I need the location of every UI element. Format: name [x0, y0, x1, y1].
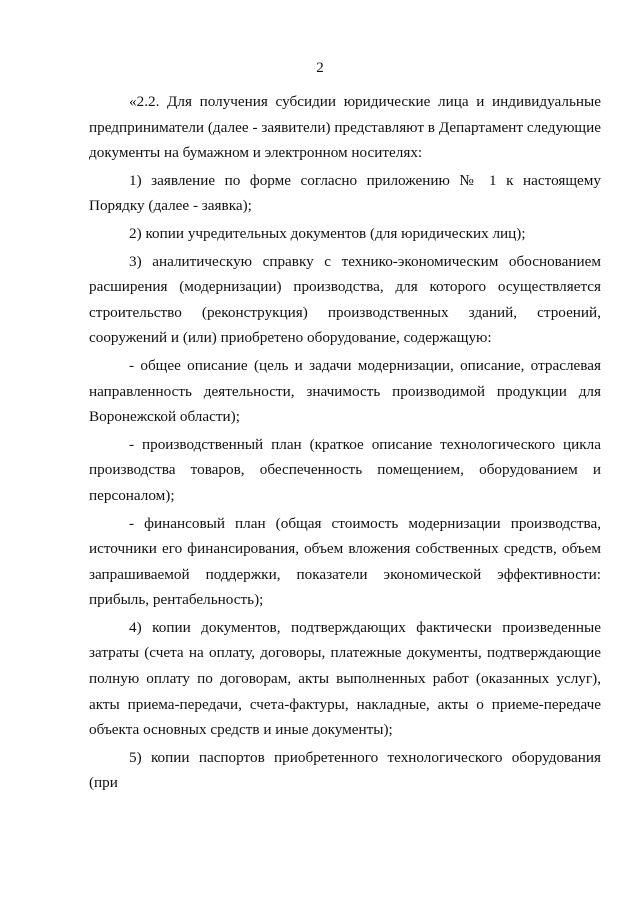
paragraph-subitem-production: - производственный план (краткое описание технологического цикла производства товаров, обеспеченность помещением, оборудованием и персоналом); [89, 435, 601, 504]
paragraph-item-1: 1) заявление по форме согласно приложению № 1 к настоящему Порядку (далее - заявка); [89, 171, 601, 215]
paragraph-subitem-finance: - финансовый план (общая стоимость модернизации производства, источники его финансирования, объем вложения собственных средств, объем запрашиваемой поддержки, показатели экономической эффективности: прибыль, рентабельность); [89, 514, 601, 609]
paragraph-subitem-general: - общее описание (цель и задачи модернизации, описание, отраслевая направленность деятельности, значимость производимой продукции для Воронежской области); [89, 356, 601, 426]
document-body [89, 89, 601, 796]
paragraph-intro: «2.2. Для получения субсидии юридические лица и индивидуальные предприниматели (далее - заявители) представляют в Департамент следующие документы на бумажном и электронном носителях: [89, 93, 601, 162]
paragraph-item-5: 5) копии паспортов приобретенного технологического оборудования (при [89, 748, 601, 792]
paragraph-item-4: 4) копии документов, подтверждающих фактически произведенные затраты (счета на оплату, договоры, платежные документы, подтверждающие полную оплату по договорам, акты выполненных работ (оказанных услуг), акты приема-передачи, счета-фактуры, накладные, акты о приеме-передаче объекта основных средств и иные документы); [89, 618, 601, 739]
page-number: 2 [316, 60, 324, 76]
paragraph-item-2: 2) копии учредительных документов (для юридических лиц); [129, 224, 526, 242]
paragraph-item-3: 3) аналитическую справку с технико-экономическим обоснованием расширения (модернизации) производства, для которого осуществляется строительство (реконструкция) производственных зданий, строений, сооружений и (или) приобретено оборудование, содержащую: [89, 252, 601, 347]
